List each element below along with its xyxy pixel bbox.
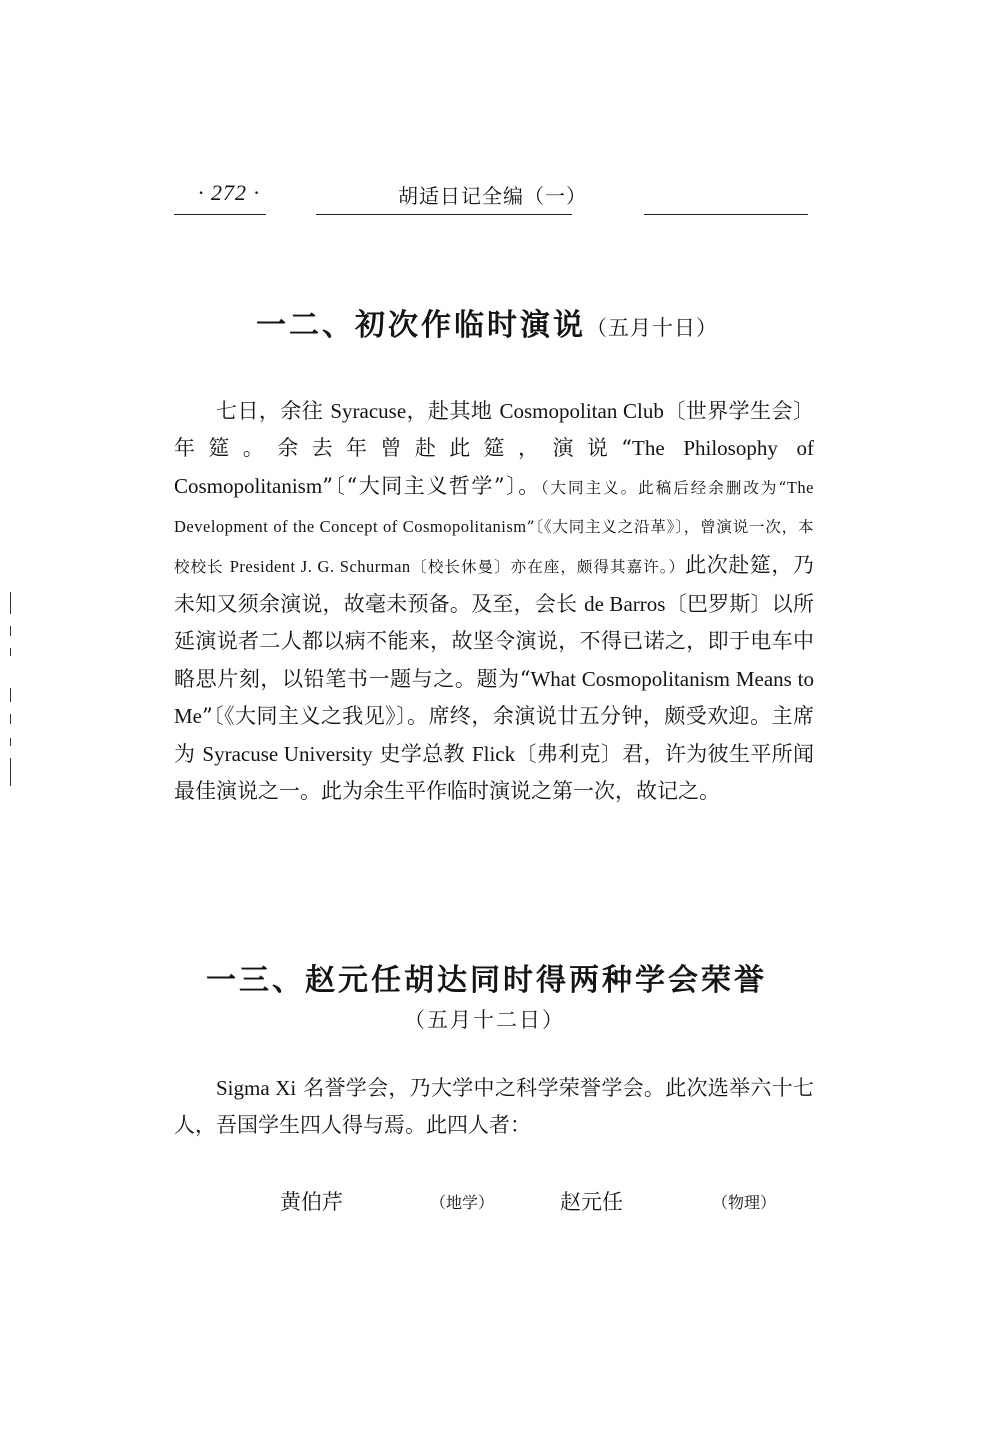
university-name: Syracuse University	[202, 741, 373, 766]
speech-title: What Cosmopolitanism Means to Me	[174, 666, 814, 729]
note-person: President J. G. Schurman	[229, 556, 411, 576]
section-12-paragraph	[174, 393, 814, 810]
member-name: 赵元任	[560, 1190, 623, 1214]
text-run: 〔弗利克〕君，许为彼生平所闻最佳演说之一。此为余生平作临时演说之第一次，故记之。	[174, 741, 815, 804]
section-title-text: 一三、赵元任胡达同时得两种学会荣誉	[206, 963, 767, 998]
text-run: 〔巴罗斯〕以所延演说者二人都以病不能来，故坚令演说，不得已诺之，即于电车中略思片刻，以铅笔书一题与之。题为“	[174, 592, 814, 691]
note-text: 〔校长休曼〕亦在座，颇得其嘉许。）	[410, 557, 686, 576]
text-run: ”〔《大同主义之我见》〕。席终，余演说廿五分钟，颇受欢迎。主席为	[174, 704, 814, 766]
club-name: Cosmopolitan Club	[499, 399, 664, 423]
speech-title: The Philosophy of Cosmopolitanism	[174, 436, 814, 498]
text-run: 〔世界学生会〕年筵。余去年曾赴此筵，演说“	[174, 399, 814, 461]
page-header	[0, 178, 1003, 218]
person-name: de Barros	[584, 592, 666, 617]
note-text: ”〔《大同主义之沿革》〕，曾演说一次，本校校长	[174, 518, 814, 576]
header-rule-middle	[316, 214, 572, 215]
society-name: Sigma Xi	[216, 1076, 297, 1100]
member-name: 黄伯芹	[280, 1190, 343, 1214]
note-speech-title: The Development of the Concept of Cosmopolitanism	[174, 477, 814, 537]
section-title-text: 一二、初次作临时演说	[256, 308, 586, 343]
member-field: （物理）	[712, 1193, 777, 1212]
margin-scan-marks	[8, 592, 14, 792]
running-head: 胡适日记全编（一）	[398, 184, 587, 208]
text-run: ，赴其地	[406, 399, 500, 423]
section-title-13	[206, 955, 767, 999]
text-run: 史学总教	[372, 741, 472, 766]
section-13-paragraph	[174, 1070, 814, 1145]
header-rule-left	[174, 214, 266, 215]
page-number: · 272 ·	[198, 180, 260, 205]
member-field: （地学）	[430, 1193, 495, 1212]
text-run: 此次赴筵，乃未知又须余演说，故毫未预备。及至，会长	[174, 552, 814, 617]
section-date: （五月十日）	[586, 316, 718, 340]
section-title-12	[256, 300, 718, 344]
text-run: 七日，余往	[216, 399, 331, 423]
header-rule-right	[644, 214, 808, 215]
text-run: ”〔“大同主义哲学”〕。	[322, 473, 541, 498]
note-text: （大同主义。此稿后经余删改为“	[540, 478, 787, 497]
section-date-13: （五月十二日）	[404, 1008, 565, 1032]
person-name: Flick	[471, 741, 516, 766]
text-run: 名誉学会，乃大学中之科学荣誉学会。此次选举六十七人，吾国学生四人得与焉。此四人者：	[174, 1076, 814, 1138]
place-name: Syracuse	[330, 399, 407, 423]
